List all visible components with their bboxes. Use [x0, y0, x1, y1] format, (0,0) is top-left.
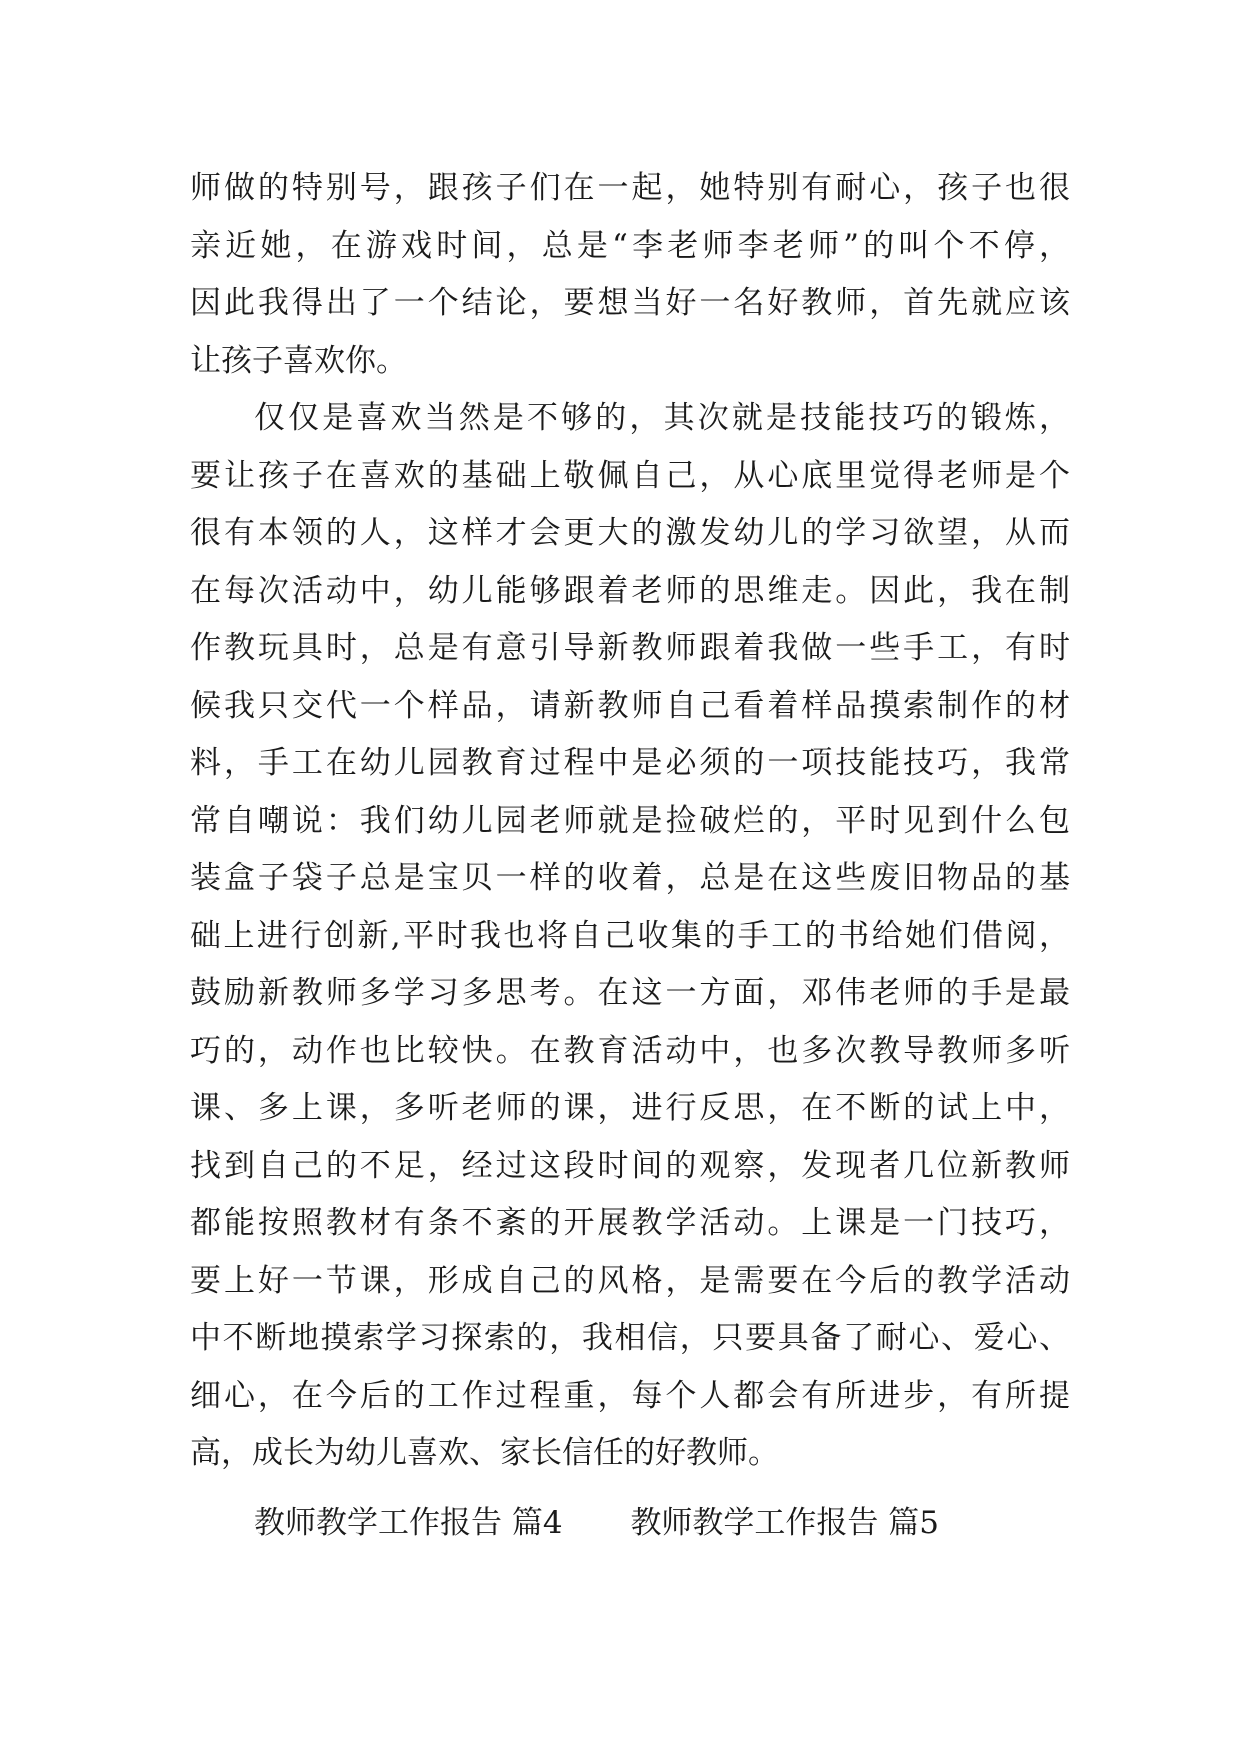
body-text	[190, 160, 1070, 1483]
section-heading-4: 教师教学工作报告 篇4	[254, 1505, 563, 1541]
text-line: 础上进行创新,平时我也将自己收集的手工的书给她们借阅，	[190, 917, 1070, 954]
text-line: 亲近她，在游戏时间，总是“李老师李老师”的叫个不停，	[190, 227, 1070, 264]
text-line: 因此我得出了一个结论，要想当好一名好教师，首先就应该	[190, 285, 1070, 321]
text-line: 作教玩具时，总是有意引导新教师跟着我做一些手工，有时	[190, 630, 1070, 666]
text-line: 让孩子喜欢你。	[190, 342, 407, 379]
text-line: 找到自己的不足，经过这段时间的观察，发现者几位新教师	[190, 1147, 1070, 1184]
text-line: 要上好一节课，形成自己的风格，是需要在今后的教学活动	[190, 1262, 1070, 1299]
text-line: 中不断地摸索学习探索的，我相信，只要具备了耐心、爱心、	[190, 1320, 1070, 1356]
text-line: 候我只交代一个样品，请新教师自己看着样品摸索制作的材	[190, 687, 1070, 724]
text-line: 在每次活动中，幼儿能够跟着老师的思维走。因此，我在制	[190, 572, 1070, 609]
text-line: 都能按照教材有条不紊的开展教学活动。上课是一门技巧，	[190, 1205, 1070, 1241]
text-line: 料，手工在幼儿园教育过程中是必须的一项技能技巧，我常	[190, 745, 1070, 781]
text-line: 高，成长为幼儿喜欢、家长信任的好教师。	[190, 1435, 779, 1471]
text-line: 仅仅是喜欢当然是不够的，其次就是技能技巧的锻炼，	[254, 400, 1070, 436]
section-headings	[254, 1495, 1070, 1552]
text-line: 细心，在今后的工作过程重，每个人都会有所进步，有所提	[190, 1377, 1070, 1414]
text-line: 师做的特别号，跟孩子们在一起，她特别有耐心，孩子也很	[190, 170, 1070, 206]
text-line: 要让孩子在喜欢的基础上敬佩自己，从心底里觉得老师是个	[190, 457, 1070, 494]
text-line: 常自嘲说：我们幼儿园老师就是捡破烂的，平时见到什么包	[190, 802, 1070, 839]
text-line: 鼓励新教师多学习多思考。在这一方面，邓伟老师的手是最	[190, 975, 1070, 1011]
text-line: 巧的，动作也比较快。在教育活动中，也多次教导教师多听	[190, 1032, 1070, 1069]
section-heading-5: 教师教学工作报告 篇5	[630, 1505, 940, 1541]
text-line: 很有本领的人，这样才会更大的激发幼儿的学习欲望，从而	[190, 515, 1070, 551]
text-line: 装盒子袋子总是宝贝一样的收着，总是在这些废旧物品的基	[190, 860, 1070, 896]
text-line: 课、多上课，多听老师的课，进行反思，在不断的试上中，	[190, 1090, 1070, 1126]
